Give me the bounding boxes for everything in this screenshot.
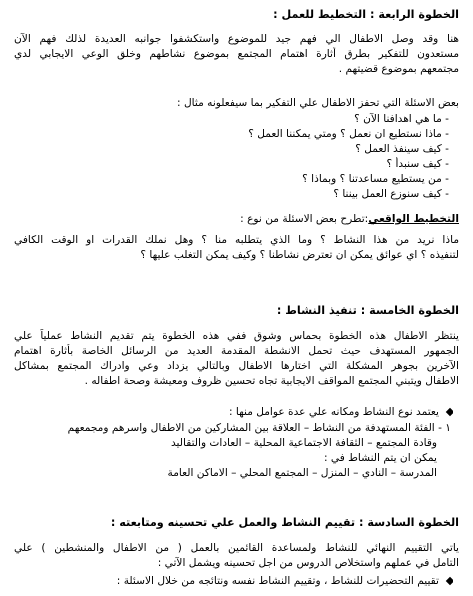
step4-question-3: - كيف سينفذ العمل ؟ — [355, 143, 449, 155]
bullet-diamond-icon — [446, 408, 453, 416]
step5-paragraph-line-2: الجمهور المستهدف حيث تحمل الانشطة المقدمة العديد من الرسائل الخاصة بأثارة اهتمام — [14, 345, 459, 357]
step6-bullet-line — [14, 574, 453, 588]
realistic-paragraph-line-1: ماذا نريد من هذا النشاط ؟ وما الذي يتطلبه منا ؟ وهل نملك القدرات او الوقت الكافي — [14, 234, 459, 246]
step5-paragraph-line-1: ينتظر الاطفال هذه الخطوة بحماس وشوق ففي هذه الخطوة يتم تقديم النشاط عملياً علي — [14, 330, 459, 342]
realistic-planning-line — [14, 212, 459, 226]
step5-factors-line-1: ١ - الفئة المستهدفة من النشاط – العلاقة بين المشاركين من الاطفال واسرهم ومجمعهم — [67, 422, 451, 434]
step5-heading: الخطوة الخامسة : تنفيذ النشاط : — [276, 304, 459, 317]
step4-questions-intro: بعض الاسئلة التي تحفز الاطفال علي التفكير بما سيفعلونه مثال : — [177, 97, 459, 109]
step4-question-1: - ما هي اهدافنا الآن ؟ — [354, 113, 449, 125]
step6-paragraph-line-2: التامل في عملهم واستخلاص الدروس من اجل تحسينه ويشمل الآتي : — [157, 557, 459, 569]
step4-paragraph-line-2: مستعدون للتفكير بطرق أثارة اهتمام المجتمع بموضوع نشاطهم وخلق الوعي الايجابي لدي — [14, 48, 459, 60]
step5-factors-intro: يعتمد نوع النشاط ومكانه علي عدة عوامل منها : — [228, 406, 439, 418]
step4-paragraph-line-3: مجتمعهم بموضوع قضيتهم . — [338, 63, 459, 75]
step6-bullet: تقييم التحضيرات للنشاط ، وتقييم النشاط نفسه ونتائجه من خلال الاسئلة : — [116, 575, 439, 587]
realistic-planning-label: التخطيط الواقعي — [368, 213, 459, 225]
step4-question-4: - كيف سنبدأ ؟ — [386, 158, 449, 170]
realistic-planning-text: :تطرح بعض الاسئلة من نوع : — [240, 213, 369, 225]
step5-places-intro: يمكن ان يتم النشاط في : — [323, 452, 437, 464]
step5-factors-intro-line — [14, 405, 453, 419]
step4-paragraph-line-1: هنا وقد وصل الاطفال الي فهم جيد للموضوع واستكشفوا جوانبه العديدة لذلك فهم الآن — [14, 33, 459, 45]
step4-heading: الخطوة الرابعة : التخطيط للعمل : — [273, 8, 459, 21]
step6-paragraph-line-1: ياتي التقييم النهائي للنشاط ولمساعدة القائمين بالعمل ( من الاطفال والمنشطين ) علي — [14, 542, 459, 554]
step4-question-6: - كيف سنوزع العمل بيننا ؟ — [333, 188, 449, 200]
bullet-diamond-icon — [446, 577, 453, 585]
realistic-paragraph-line-2: لتنفيذه ؟ اي عوائق يمكن ان تعترض نشاطنا ؟ وكيف يمكن التغلب عليها ؟ — [140, 249, 459, 261]
step5-factors-line-2: وقادة المجتمع – الثقافة الاجتماعية المحلية – العادات والتقاليد — [171, 437, 437, 449]
step4-question-2: - ماذا نستطيع ان نعمل ؟ ومتي يمكننا العمل ؟ — [248, 128, 449, 140]
step5-places: المدرسة – النادي – المنزل – المجتمع المحلي – الاماكن العامة — [167, 467, 437, 479]
step5-paragraph-line-3: الآخرين بجوهر المشكلة التي اختارها الاطفال وبالتالي يزداد وعي وادراك المجتمع بمشاكل — [14, 360, 459, 372]
step4-question-5: - من يستطيع مساعدتنا ؟ وبماذا ؟ — [302, 173, 449, 185]
step6-heading: الخطوة السادسة : تقييم النشاط والعمل علي تحسينه ومتابعته : — [110, 516, 459, 529]
step5-paragraph-line-4: الاطفال ويتبني المجتمع المواقف الايجابية تجاه تحسين ظروف ومعيشة وصحة اطفاله . — [84, 375, 459, 387]
